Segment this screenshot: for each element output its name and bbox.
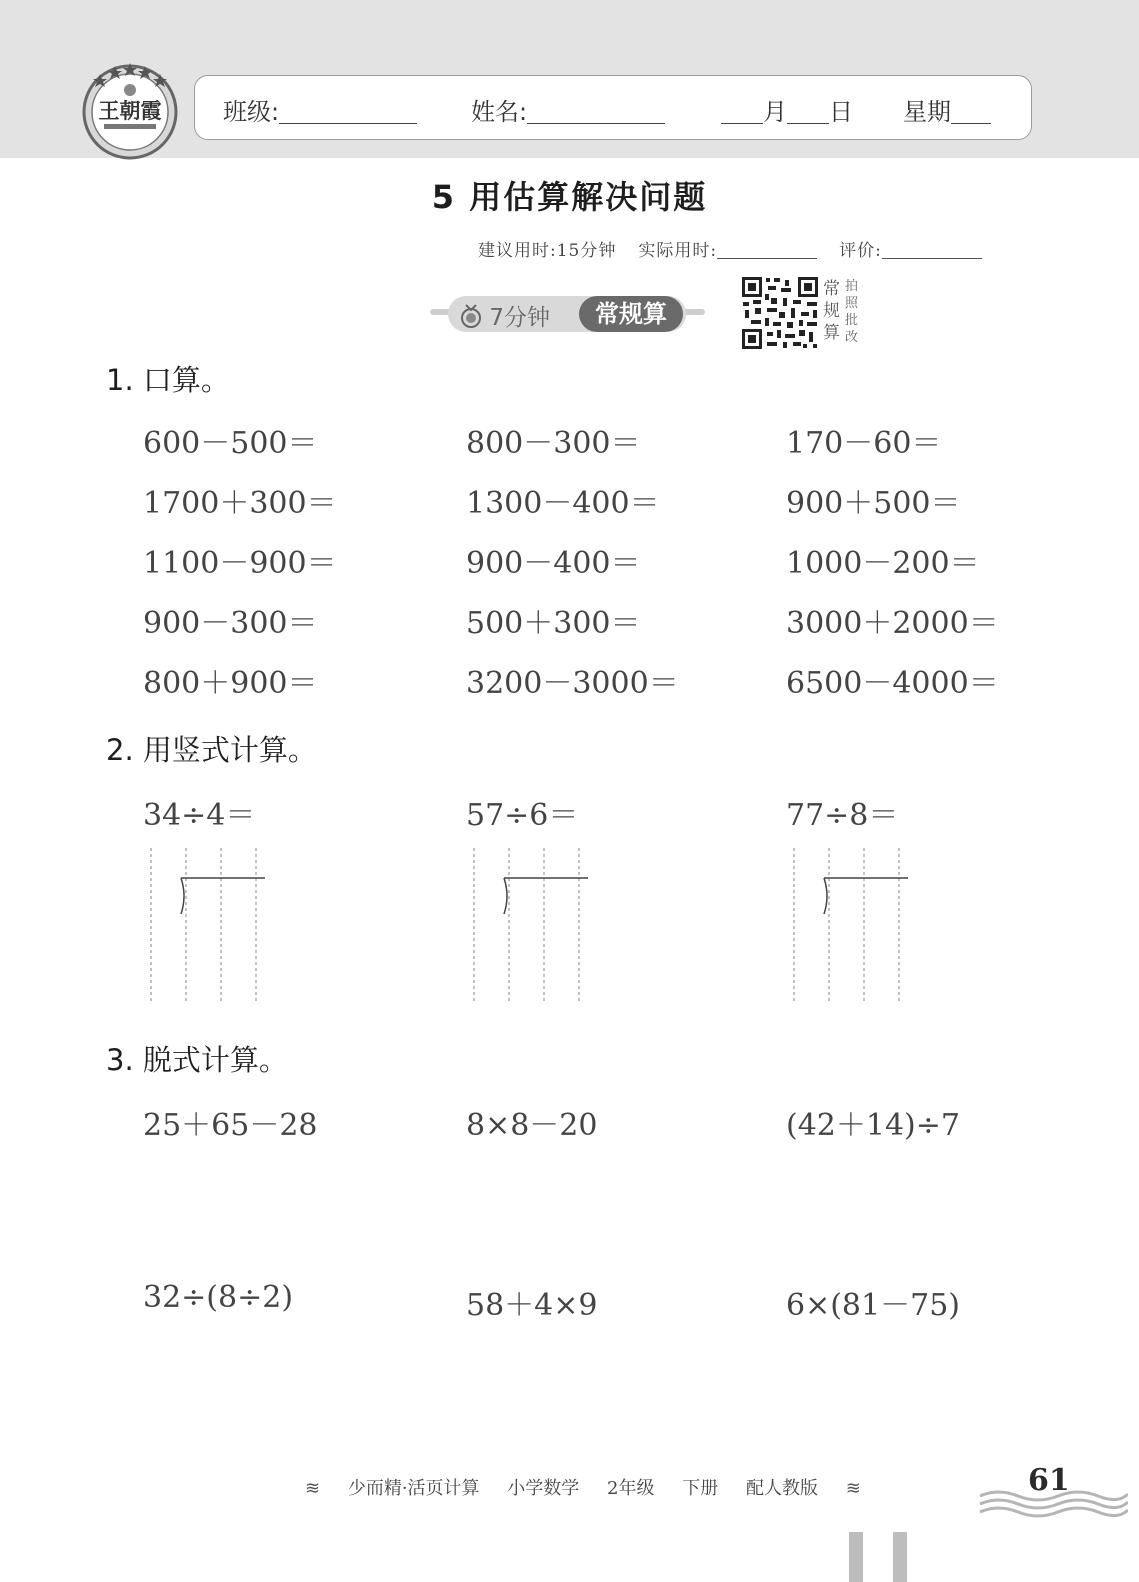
mental-math-item: 900－300＝	[143, 606, 318, 641]
weekday-label: 星期	[903, 98, 951, 126]
mental-math-item: 1300－400＝	[466, 486, 660, 521]
evaluation-label: 评价:	[839, 241, 882, 261]
step-calculation-item: 58＋4×9	[466, 1288, 598, 1323]
wave-icon: ≋	[305, 1478, 321, 1499]
long-division-grid[interactable]	[143, 848, 273, 1003]
mental-math-item: 3200－3000＝	[466, 666, 679, 701]
binder-mark	[893, 1532, 907, 1582]
mental-math-item: 1000－200＝	[786, 546, 980, 581]
time-info-line	[478, 236, 982, 261]
month-blank[interactable]	[721, 97, 763, 124]
qr-code-icon[interactable]	[741, 276, 819, 350]
mental-math-item: 800－300＝	[466, 426, 641, 461]
qr-caption-char: 常	[823, 279, 840, 299]
step-calculation-item: 25＋65－28	[143, 1108, 318, 1143]
footer-grade: 2年级	[607, 1478, 655, 1499]
question-2-title: 2. 用竖式计算。	[106, 733, 317, 767]
suggested-time: 建议用时:15分钟	[478, 241, 617, 261]
qr-caption-char: 算	[823, 323, 840, 343]
qr-caption-char: 批	[845, 313, 859, 328]
mental-math-item: 500＋300＝	[466, 606, 641, 641]
step-calculation-item: 6×(81－75)	[786, 1288, 960, 1323]
mental-math-item: 3000＋2000＝	[786, 606, 999, 641]
division-problem: 34÷4＝	[143, 798, 256, 833]
mental-math-item: 600－500＝	[143, 426, 318, 461]
date-field[interactable]	[721, 92, 853, 127]
name-label: 姓名:	[471, 98, 528, 126]
publisher-logo	[80, 60, 180, 160]
name-blank[interactable]	[527, 97, 665, 124]
long-division-grid[interactable]	[466, 848, 596, 1003]
name-field[interactable]	[471, 92, 665, 127]
long-division-grid[interactable]	[786, 848, 916, 1003]
mental-math-item: 800＋900＝	[143, 666, 318, 701]
page-number: 61	[1028, 1463, 1070, 1498]
class-label: 班级:	[223, 98, 280, 126]
evaluation-blank[interactable]	[882, 238, 982, 259]
footer-line	[305, 1474, 883, 1500]
mental-math-item: 170－60＝	[786, 426, 942, 461]
step-calculation-item: 8×8－20	[466, 1108, 598, 1143]
section-tag-label: 常规算	[579, 296, 683, 332]
section-time	[460, 299, 550, 332]
class-field[interactable]	[223, 92, 417, 127]
mental-math-item: 1700＋300＝	[143, 486, 337, 521]
student-info-box	[194, 75, 1032, 140]
qr-caption-char: 拍	[845, 279, 859, 294]
division-problem: 77÷8＝	[786, 798, 899, 833]
weekday-field[interactable]	[903, 92, 991, 127]
footer-edition: 配人教版	[745, 1478, 818, 1499]
footer-volume: 下册	[682, 1478, 719, 1499]
qr-caption-char: 照	[845, 296, 859, 311]
mental-math-item: 6500－4000＝	[786, 666, 999, 701]
footer-series: 少而精·活页计算	[347, 1478, 480, 1499]
class-blank[interactable]	[279, 97, 417, 124]
step-calculation-item: 32÷(8÷2)	[143, 1280, 294, 1315]
binder-mark	[849, 1532, 863, 1582]
step-calculation-item: (42＋14)÷7	[786, 1108, 960, 1143]
weekday-blank[interactable]	[951, 97, 991, 124]
wave-icon: ≋	[845, 1478, 861, 1499]
mental-math-item: 900＋500＝	[786, 486, 961, 521]
month-label: 月	[763, 98, 787, 126]
medal-icon	[460, 304, 482, 328]
section-time-text: 7分钟	[489, 305, 550, 331]
division-problem: 57÷6＝	[466, 798, 579, 833]
footer-subject: 小学数学	[507, 1478, 580, 1499]
day-blank[interactable]	[787, 97, 829, 124]
question-1-title: 1. 口算。	[106, 363, 230, 397]
logo-text: 王朝霞	[98, 98, 162, 123]
lesson-title: 5 用估算解决问题	[431, 178, 708, 216]
actual-time-label: 实际用时:	[638, 241, 718, 261]
qr-caption-char: 规	[823, 301, 840, 321]
question-3-title: 3. 脱式计算。	[106, 1043, 288, 1077]
qr-caption-char: 改	[845, 330, 859, 345]
mental-math-item: 900－400＝	[466, 546, 641, 581]
mental-math-item: 1100－900＝	[143, 546, 337, 581]
actual-time-blank[interactable]	[717, 238, 817, 259]
qr-caption	[823, 279, 863, 349]
day-label: 日	[829, 98, 853, 126]
